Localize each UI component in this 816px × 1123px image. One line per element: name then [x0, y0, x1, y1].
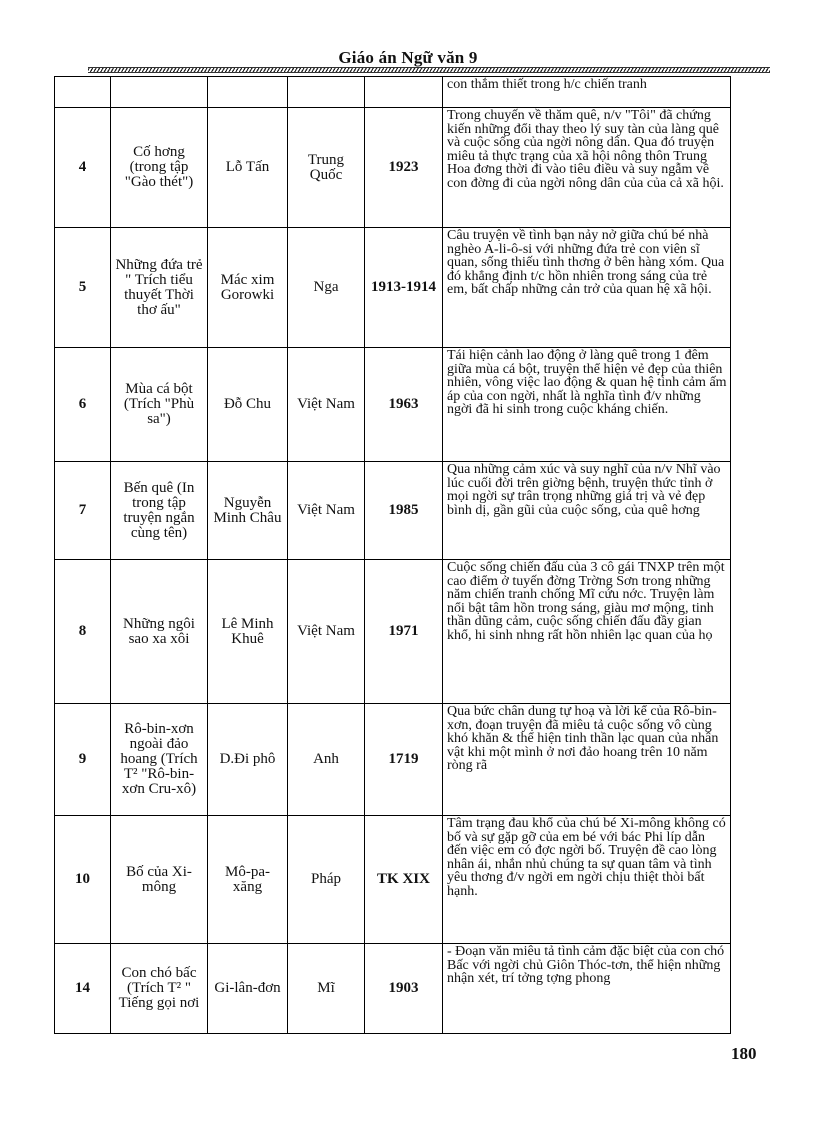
author-name: Mô-pa-xăng — [208, 816, 288, 944]
year-cell: 1923 — [365, 108, 443, 228]
header-decorative-rule — [88, 67, 770, 73]
row-number: 5 — [55, 228, 111, 348]
author-name: Đỗ Chu — [208, 348, 288, 462]
country-name: Trung Quốc — [288, 108, 365, 228]
year-cell: 1719 — [365, 704, 443, 816]
row-number: 4 — [55, 108, 111, 228]
table-row — [55, 108, 731, 228]
row-number: 9 — [55, 704, 111, 816]
content-summary: Cuộc sống chiến đấu của 3 cô gái TNXP trên một cao điểm ở tuyến đờng Trờng Sơn trong những năm chiến tranh chống Mĩ cứu nớc. Truyện làm nổi bật tâm hồn trong sáng, giàu mơ mộng, tinh thần dũng cảm, cuộc sống chiến đấu đầy gian khổ, hi sinh nhng rất hồn nhiên lạc quan của họ — [443, 560, 731, 704]
content-summary: Trong chuyến về thăm quê, n/v "Tôi" đã chứng kiến những đổi thay theo lý suy tàn của làng quê và cuộc sống của ngời nông dân. Qua đó truyện miêu tả thực trạng của xã hội nông thôn Trung Hoa đơng thời đi vào tiêu điều và suy ngẫm về con đờng đi của ngời nông dân của của cả xã hội. — [443, 108, 731, 228]
year-cell: 1963 — [365, 348, 443, 462]
author-name — [208, 77, 288, 108]
year-cell: 1913-1914 — [365, 228, 443, 348]
table-body — [55, 77, 731, 1034]
content-summary: con thắm thiết trong h/c chiến tranh — [443, 77, 731, 108]
table-row — [55, 704, 731, 816]
row-number: 10 — [55, 816, 111, 944]
country-name — [288, 77, 365, 108]
page-header-title: Giáo án Ngữ văn 9 — [338, 48, 478, 67]
work-title: Bố của Xi-mông — [111, 816, 208, 944]
work-title: Con chó bấc (Trích T² " Tiếng gọi nơi — [111, 944, 208, 1034]
content-summary: Tâm trạng đau khổ của chú bé Xi-mông không có bố và sự gặp gỡ của em bé với bác Phi líp dẫn đến việc em có đợc ngời bố. Truyện đề cao lòng nhân ái, nhắn nhủ chúng ta sự quan tâm và tình yêu thơng đ/v ngời em ngời chịu thiệt thòi bất hạnh. — [443, 816, 731, 944]
work-title: Rô-bin-xơn ngoài đảo hoang (Trích T² "Rô-bin-xơn Cru-xô) — [111, 704, 208, 816]
work-title: Bến quê (In trong tập truyện ngắn cùng tên) — [111, 462, 208, 560]
table-row — [55, 462, 731, 560]
content-summary: Qua những cảm xúc và suy nghĩ của n/v Nhĩ vào lúc cuối đời trên giờng bệnh, truyện thức tỉnh ở mọi ngời sự trân trọng những giá trị và vẻ đẹp bình dị, gần gũi của cuộc sống, của quê hơng — [443, 462, 731, 560]
author-name: Mác xim Gorowki — [208, 228, 288, 348]
row-number: 6 — [55, 348, 111, 462]
table-row — [55, 228, 731, 348]
year-cell: 1971 — [365, 560, 443, 704]
country-name: Anh — [288, 704, 365, 816]
author-name: Lỗ Tấn — [208, 108, 288, 228]
row-number: 7 — [55, 462, 111, 560]
row-number — [55, 77, 111, 108]
country-name: Việt Nam — [288, 348, 365, 462]
work-title: Mùa cá bột (Trích "Phù sa") — [111, 348, 208, 462]
content-summary: - Đoạn văn miêu tả tình cảm đặc biệt của con chó Bấc với ngời chủ Giôn Thóc-tơn, thể hiện những nhận xét, trí tởng tợng phong — [443, 944, 731, 1034]
country-name: Việt Nam — [288, 560, 365, 704]
row-number: 8 — [55, 560, 111, 704]
table-row — [55, 944, 731, 1034]
country-name: Việt Nam — [288, 462, 365, 560]
year-cell: TK XIX — [365, 816, 443, 944]
literature-table — [54, 76, 731, 1034]
content-summary: Câu truyện về tình bạn nảy nở giữa chú bé nhà nghèo A-li-ô-si với những đứa trẻ con viên sĩ quan, sống thiếu tình thơng ở bên hàng xóm. Qua đó khẳng định t/c hồn nhiên trong sáng của trẻ em, bất chấp những cản trở của quan hệ xã hội. — [443, 228, 731, 348]
page-number: 180 — [731, 1044, 757, 1063]
country-name: Pháp — [288, 816, 365, 944]
row-number: 14 — [55, 944, 111, 1034]
table-row — [55, 77, 731, 108]
author-name: Lê Minh Khuê — [208, 560, 288, 704]
year-cell: 1903 — [365, 944, 443, 1034]
table-row — [55, 816, 731, 944]
work-title: Những đứa trẻ " Trích tiểu thuyết Thời thơ ấu" — [111, 228, 208, 348]
year-cell — [365, 77, 443, 108]
author-name: D.Đi phô — [208, 704, 288, 816]
work-title: Cố hơng (trong tập "Gào thét") — [111, 108, 208, 228]
year-cell: 1985 — [365, 462, 443, 560]
work-title: Những ngôi sao xa xôi — [111, 560, 208, 704]
content-summary: Qua bức chân dung tự hoạ và lời kể của Rô-bin-xơn, đoạn truyện đã miêu tả cuộc sống vô cùng khó khăn & thể hiện tinh thần lạc quan của nhân vật khi một mình ở nơi đảo hoang trên 10 năm ròng rã — [443, 704, 731, 816]
author-name: Gi-lân-đơn — [208, 944, 288, 1034]
table-row — [55, 348, 731, 462]
work-title — [111, 77, 208, 108]
table-row — [55, 560, 731, 704]
content-summary: Tái hiện cảnh lao động ở làng quê trong 1 đêm giữa mùa cá bột, truyện thể hiện vẻ đẹp của thiên nhiên, vông việc lao động & quan hệ tình cảm ấm áp của con ngời, nhất là nghĩa tình đ/v những ngời đã hi sinh trong cuộc kháng chiến. — [443, 348, 731, 462]
country-name: Nga — [288, 228, 365, 348]
country-name: Mĩ — [288, 944, 365, 1034]
author-name: Nguyễn Minh Châu — [208, 462, 288, 560]
